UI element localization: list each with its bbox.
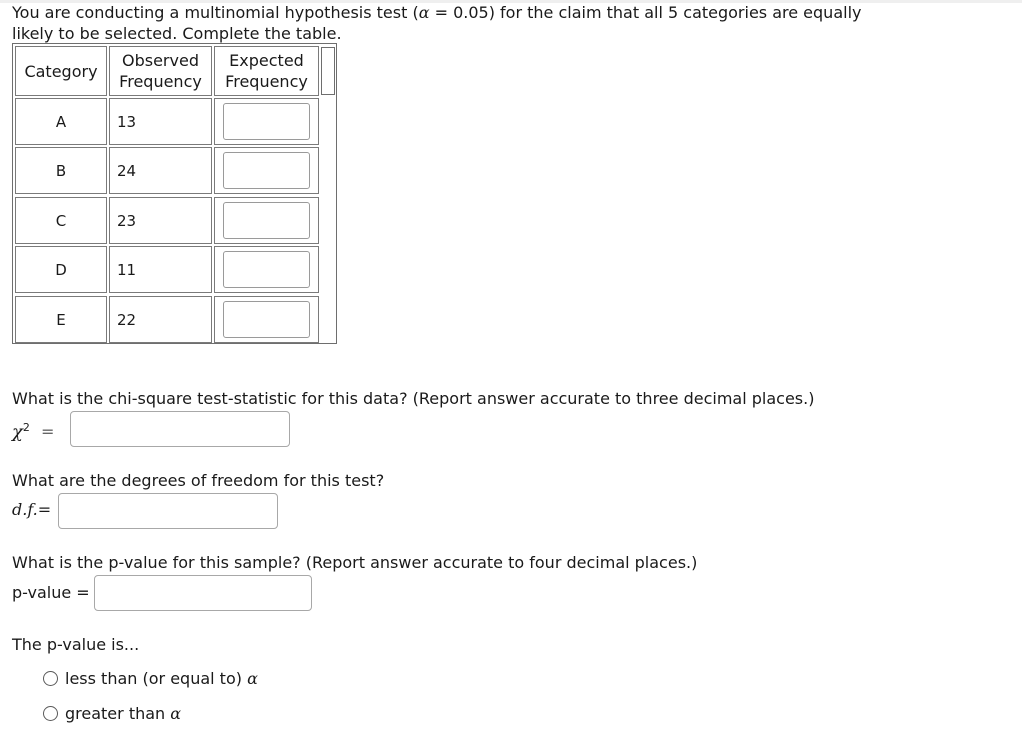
alpha-symbol: α (170, 704, 182, 723)
category-cell-a: A (15, 98, 107, 145)
frequency-table (12, 43, 337, 344)
radio-greater-than[interactable] (43, 706, 58, 721)
expected-input-e[interactable] (223, 301, 310, 338)
observed-cell-e: 22 (109, 296, 212, 343)
comparison-question: The p-value is... (12, 635, 140, 654)
alpha-symbol: α (247, 669, 258, 688)
header-category: Category (15, 46, 107, 96)
p-value-input[interactable] (94, 575, 312, 611)
expected-cell-a (214, 98, 319, 145)
expected-input-d[interactable] (223, 251, 310, 288)
chi-square-question: What is the chi-square test-statistic for this data? (Report answer accurate to three decimal places.) (12, 389, 815, 408)
header-observed: Observed Frequency (109, 46, 212, 96)
df-input[interactable] (58, 493, 278, 529)
p-value-question: What is the p-value for this sample? (Report answer accurate to four decimal places.) (12, 553, 698, 572)
chi-square-input[interactable] (70, 411, 290, 447)
expected-cell-e (214, 296, 319, 343)
header-expected: Expected Frequency (214, 46, 319, 96)
category-cell-d: D (15, 246, 107, 293)
expected-cell-b (214, 147, 319, 194)
expected-input-b[interactable] (223, 152, 310, 189)
category-cell-e: E (15, 296, 107, 343)
category-cell-c: C (15, 197, 107, 244)
radio-less-than[interactable] (43, 671, 58, 686)
problem-statement: You are conducting a multinomial hypothesis test (α = 0.05) for the claim that all 5 categories are equally likely to be selected. Complete the table. (12, 3, 862, 43)
alpha-symbol: α (418, 3, 430, 22)
chi-square-label: $\chi^2$ = (12, 421, 55, 443)
expected-cell-c (214, 197, 319, 244)
header-side-box (321, 47, 335, 95)
df-question: What are the degrees of freedom for this test? (12, 471, 385, 490)
observed-cell-a: 13 (109, 98, 212, 145)
observed-cell-c: 23 (109, 197, 212, 244)
category-cell-b: B (15, 147, 107, 194)
expected-cell-d (214, 246, 319, 293)
observed-cell-b: 24 (109, 147, 212, 194)
expected-input-c[interactable] (223, 202, 310, 239)
expected-input-a[interactable] (223, 103, 310, 140)
option-less-than[interactable]: less than (or equal to) α (43, 669, 258, 688)
option-greater-than[interactable]: greater than α (43, 704, 181, 723)
df-label: d.f.= (12, 500, 52, 519)
observed-cell-d: 11 (109, 246, 212, 293)
p-value-label: p-value = (12, 583, 90, 602)
